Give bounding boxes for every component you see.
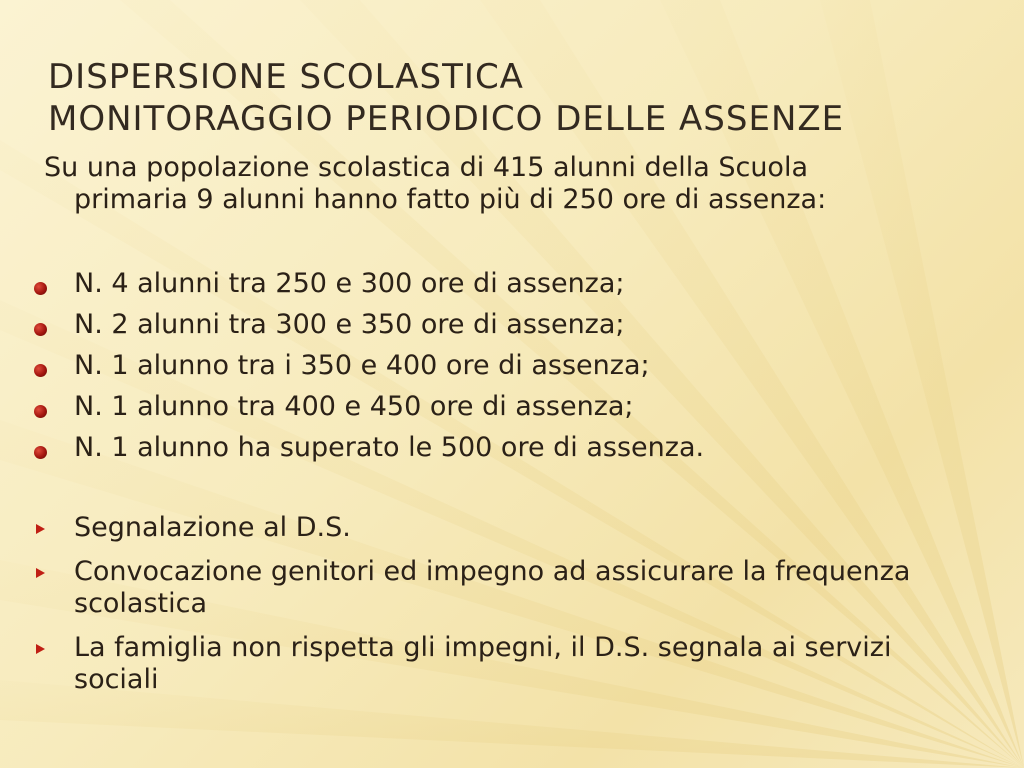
red-bullet-icon [34, 446, 47, 459]
list-item [0, 432, 1000, 473]
arrow-bullet-icon [36, 568, 45, 578]
list-item-text: N. 1 alunno tra 400 e 450 ore di assenza; [74, 391, 634, 422]
arrow-bullet-icon [36, 644, 45, 654]
action-item [0, 556, 914, 620]
list-item-text: N. 4 alunni tra 250 e 300 ore di assenza; [74, 268, 625, 299]
red-bullet-icon [34, 364, 47, 377]
list-item [0, 309, 1000, 350]
action-item-text: Convocazione genitori ed impegno ad assicurare la frequenza scolastica [74, 556, 911, 619]
action-item-text: La famiglia non rispetta gli impegni, il D.S. segnala ai servizi sociali [74, 632, 892, 695]
red-bullet-icon [34, 405, 47, 418]
list-item-text: N. 2 alunni tra 300 e 350 ore di assenza; [74, 309, 625, 340]
intro-paragraph [44, 152, 974, 216]
red-bullet-icon [34, 282, 47, 295]
title-line-2: MONITORAGGIO PERIODICO DELLE ASSENZE [48, 99, 845, 139]
list-item [0, 350, 1000, 391]
slide-title [48, 56, 1008, 140]
list-item [0, 268, 1000, 309]
action-item [0, 632, 914, 696]
absence-list [0, 268, 1000, 473]
action-item-text: Segnalazione al D.S. [74, 512, 351, 543]
action-item [0, 512, 914, 544]
arrow-bullet-icon [36, 524, 45, 534]
title-line-1: DISPERSIONE SCOLASTICA [48, 57, 524, 97]
list-item-text: N. 1 alunno ha superato le 500 ore di assenza. [74, 432, 705, 463]
intro-line-1: Su una popolazione scolastica di 415 alunni della Scuola [44, 152, 809, 183]
list-item-text: N. 1 alunno tra i 350 e 400 ore di assenza; [74, 350, 650, 381]
red-bullet-icon [34, 323, 47, 336]
list-item [0, 391, 1000, 432]
action-list [0, 512, 1000, 708]
intro-line-2: primaria 9 alunni hanno fatto più di 250 ore di assenza: [74, 184, 827, 215]
